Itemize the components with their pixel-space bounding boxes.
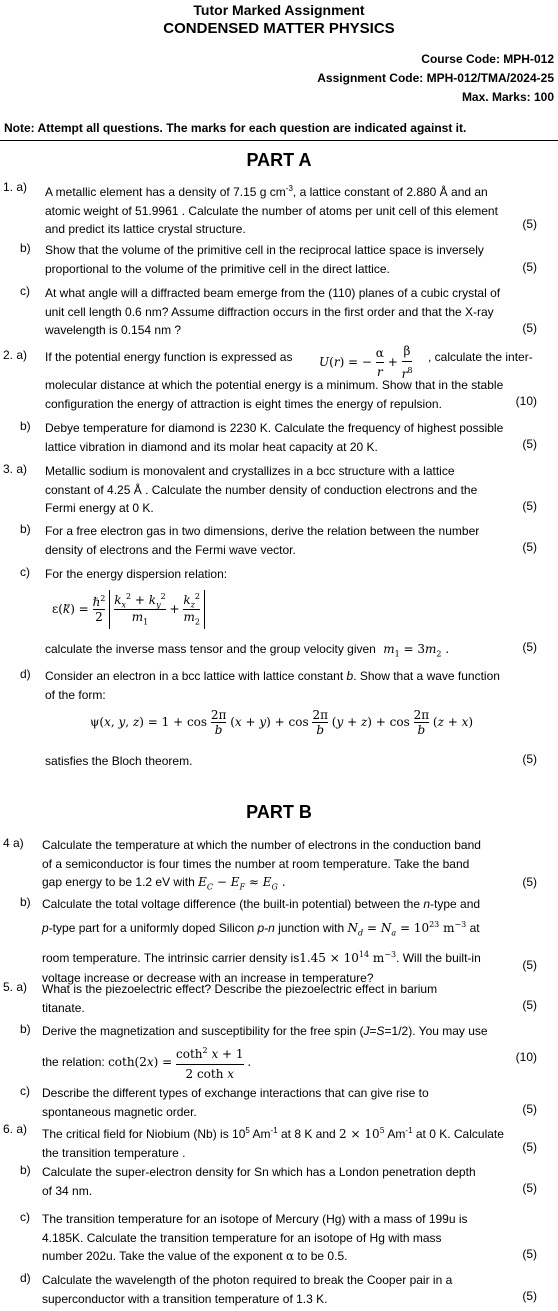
course-code: Course Code: MPH-012 (421, 52, 554, 66)
q6b-text: Calculate the super-electron density for Sn which has a London penetration depth (42, 1165, 476, 1179)
q2a-text: molecular distance at which the potential energy is a minimum. Show that in the stable (45, 378, 504, 392)
coth-relation: coth(2x) = $\frac{\cot h^2 x + 1}{\text{2 coth x}}$ . (108, 1055, 251, 1069)
question-number: 1. a) (3, 180, 28, 194)
sub-question-label: c) (20, 565, 30, 579)
question-1b (45, 241, 541, 278)
instructions-note: Note: Attempt all questions. The marks for each question are indicated against it. (4, 121, 467, 135)
sub-question-label: b) (20, 1163, 31, 1177)
question-2a (45, 376, 541, 413)
q4b-text: -type part for a uniformly doped Silicon (48, 920, 258, 935)
marks: (5) (522, 1247, 537, 1261)
q4a-text: of a semiconductor is four times the number at room temperature. Take the band (42, 856, 470, 871)
question-2a-line1 (45, 342, 541, 381)
q3d-text: . Show that a wave function (353, 669, 500, 683)
divider (0, 140, 558, 141)
q4b-text: room temperature. The intrinsic carrier density is (42, 950, 300, 965)
question-4b: Calculate the total voltage difference (the built-in potential) between the n-type and p-type part for a uniformly doped Silicon p-n junction with $N_d = N_a = 10^{23}$ $m^{-3}$ at room temperature. The intrinsic carrier density $is1.45 \times 10^{14}$ $m^{-3}$. Will the built-in voltage increase or decrease with an increase in temperature? (42, 895, 547, 987)
question-3b (45, 522, 541, 559)
sub-question-label: b) (20, 241, 31, 255)
marks: (5) (522, 437, 537, 451)
sub-question-label: c) (20, 284, 30, 298)
q1a-text: and predict its lattice crystal structure. (45, 222, 246, 236)
q4b-text: junction with (274, 920, 345, 935)
q4b-text: -type and (430, 897, 481, 911)
sub-question-label: b) (20, 522, 31, 536)
q6d-text: superconductor with a transition temperature of 1.3 K. (42, 1291, 328, 1306)
q4b-text: at (466, 920, 480, 935)
question-6d (42, 1271, 538, 1308)
question-1c (45, 284, 541, 340)
q5b-text: Derive the magnetization and susceptibility for the free spin ( (42, 1024, 364, 1038)
question-3a (45, 462, 541, 518)
q4b-text: . Will the built-in (396, 950, 481, 965)
sub-question-label: c) (20, 1210, 30, 1224)
q6a-text: the transition temperature . (42, 1145, 186, 1160)
sub-question-label: d) (20, 1271, 31, 1285)
question-number: 6. a) (3, 1122, 28, 1136)
sub-question-label: b) (20, 895, 31, 909)
max-marks: Max. Marks: 100 (461, 90, 554, 104)
q5a-text: What is the piezoelectric effect? Describe the piezoelectric effect in barium (42, 982, 438, 996)
marks: (5) (522, 1181, 537, 1195)
q2b-text: Debye temperature for diamond is 2230 K. Calculate the frequency of highest possible (45, 421, 504, 435)
question-5b: Derive the magnetization and susceptibility for the free spin (J=S=1/2). You may use (42, 1024, 488, 1038)
question-1a: A metallic element has a density of 7.15 g $cm^{-3}$, a lattice constant of 2.880 Å and an atomic weight of 51.9961 . Calculate the number of atoms per unit cell of this element and predict its lattice crystal structure. (45, 180, 541, 239)
question-2b (45, 419, 541, 456)
q3b-text: density of electrons and the Fermi wave vector. (45, 542, 296, 557)
part-b-heading: PART B (246, 802, 312, 822)
sub-question-label: b) (20, 1022, 31, 1036)
q6a-text: at 0 K. Calculate (412, 1127, 504, 1141)
q1a-text: , a lattice constant of 2.880 Å and an (292, 185, 488, 199)
marks: (10) (515, 1050, 537, 1064)
q6a-text: Am (384, 1127, 406, 1141)
marks: (5) (522, 752, 537, 766)
q1c-text: wavelength is 0.154 nm ? (45, 323, 182, 337)
marks: (5) (522, 875, 537, 889)
q4a-text: gap energy to be 1.2 eV with (42, 875, 195, 889)
q4b-text: voltage increase or decrease with an increase in temperature? (42, 970, 374, 985)
q6d-text: Calculate the wavelength of the photon required to break the Cooper pair in a (42, 1273, 453, 1287)
q5c-text: spontaneous magnetic order. (42, 1104, 197, 1119)
q2b-text: lattice vibration in diamond and its molar heat capacity at 20 K. (45, 439, 378, 454)
potential-equation: U(r) = − $\frac{\alpha}{r}$ + $\frac{\beta}{r^8}$ (319, 342, 412, 383)
marks: (5) (522, 217, 537, 231)
doc-title: CONDENSED MATTER PHYSICS (163, 20, 395, 37)
question-number: 2. a) (3, 348, 28, 362)
question-5a (42, 980, 538, 1017)
question-6c: The transition temperature for an isotope of Mercury (Hg) with a mass of 199u is 4.185K. Calculate the transition temperature for an isotope of Hg with mass number 202u. Take the value of the exponent α to be 0.5. (42, 1210, 538, 1266)
q1b-text: Show that the volume of the primitive cell in the reciprocal lattice space is inversely (45, 243, 484, 257)
q1b-text: proportional to the volume of the primitive cell in the direct lattice. (45, 261, 390, 276)
q5b-text: =1/2). You may use (384, 1024, 488, 1038)
q2a-text: If the potential energy function is expressed as (45, 350, 293, 364)
question-3c-line2 (45, 640, 541, 664)
marks: (5) (522, 958, 537, 972)
q4b-text: Calculate the total voltage difference (the built-in potential) between the (42, 897, 424, 911)
q6c-text: to be 0.5. (294, 1249, 348, 1263)
q3a-text: Fermi energy at 0 K. (45, 501, 154, 515)
part-a-heading: PART A (246, 150, 312, 170)
q1a-text: atomic weight of 51.9961 . Calculate the number of atoms per unit cell of this element (45, 203, 498, 218)
wavefunction-equation: ψ(x, y, z) = 1 + cos $\frac{2\pi}{b}$ (x + y) + cos $\frac{2\pi}{b}$ (y + z) + cos $\frac{2\pi}{b}$ (z + x) (90, 708, 474, 737)
marks: (5) (522, 1102, 537, 1116)
q6b-text: of 34 nm. (42, 1183, 93, 1198)
q5c-text: Describe the different types of exchange interactions that can give rise to (42, 1086, 429, 1100)
q2a-text: configuration the energy of attraction is eight times the energy of repulsion. (45, 396, 442, 411)
q3c-text: calculate the inverse mass tensor and the group velocity given (45, 642, 376, 656)
question-3c (45, 565, 541, 584)
q3d-text: satisfies the Bloch theorem. (45, 754, 193, 768)
doc-subtitle: Tutor Marked Assignment (193, 2, 365, 18)
q3d-text: of the form: (45, 687, 106, 702)
q6a-text: at 8 K and (277, 1127, 336, 1141)
q3b-text: For a free electron gas in two dimensions, derive the relation between the number (45, 524, 480, 538)
question-3d-line3 (45, 752, 541, 771)
q5b-text: the relation: (42, 1055, 105, 1069)
q4a-text: Calculate the temperature at which the number of electrons in the conduction band (42, 838, 481, 852)
q1a-text: A metallic element has a density of 7.15 g cm (45, 185, 286, 199)
question-number: 3. a) (3, 462, 28, 476)
marks: (10) (515, 394, 537, 408)
q6a-text: Am (252, 1127, 271, 1141)
q6c-text: number 202u. Take the value of the exponent (42, 1249, 283, 1263)
q1c-text: unit cell length 0.6 nm? Assume diffraction occurs in the first order and that the X-ray (45, 304, 494, 319)
sub-question-label: b) (20, 419, 31, 433)
q5a-text: titanate. (42, 1000, 85, 1015)
question-4a: Calculate the temperature at which the number of electrons in the conduction band of a semiconductor is four times the number at room temperature. Take the band gap energy to be 1.2 eV with $E_C - E_F \approx E_G$ . (42, 836, 538, 897)
marks: (5) (522, 499, 537, 513)
dispersion-equation: ε(k⃗) = $\frac{\hbar^2}{2}$ $\frac{k_x^2 + k_y^2}{m_1}$ + $\frac{k_z^2}{m_2}$ (52, 590, 205, 629)
marks: (5) (522, 1289, 537, 1303)
question-number: 5. a) (3, 980, 28, 994)
assignment-code: Assignment Code: MPH-012/TMA/2024-25 (317, 71, 554, 85)
marks: (5) (522, 640, 537, 654)
question-5b-line2 (42, 1042, 251, 1083)
question-6b (42, 1163, 538, 1200)
q2a-text: , calculate the inter- (428, 350, 533, 364)
q6c-text: 4.185K. Calculate the transition temperature for an isotope of Hg with mass (42, 1230, 442, 1245)
marks: (5) (522, 260, 537, 274)
q6a-text: The critical field for Niobium (Nb) is 10 (42, 1127, 246, 1141)
q3a-text: constant of 4.25 Å . Calculate the number density of conduction electrons and the (45, 482, 478, 497)
sub-question-label: c) (20, 1084, 30, 1098)
marks: (5) (522, 540, 537, 554)
q1c-text: At what angle will a diffracted beam emerge from the (110) planes of a cubic crystal of (45, 286, 501, 300)
q3d-text: Consider an electron in a bcc lattice with lattice constant (45, 669, 344, 683)
marks: (5) (522, 1140, 537, 1154)
q6c-text: The transition temperature for an isotope of Mercury (Hg) with a mass of 199u is (42, 1212, 468, 1226)
marks: (5) (522, 321, 537, 335)
sub-question-label: d) (20, 667, 31, 681)
marks: (5) (522, 998, 537, 1012)
question-5c (42, 1084, 538, 1121)
q3c-text: For the energy dispersion relation: (45, 567, 228, 581)
question-number: 4 a) (3, 836, 24, 850)
question-3d: Consider an electron in a bcc lattice with lattice constant b. Show that a wave function of the form: (45, 667, 541, 704)
q3a-text: Metallic sodium is monovalent and crystallizes in a bcc structure with a lattice (45, 464, 455, 478)
mass-relation: $m_1 = 3m_2$ . (383, 642, 450, 659)
question-6a: The critical field for Niobium (Nb) is $10^5$ $Am^{-1}$ at 8 K and $2 \times 10^5$ $Am^{-1}$ at 0 K. Calculate the transition temperature . (42, 1122, 547, 1162)
